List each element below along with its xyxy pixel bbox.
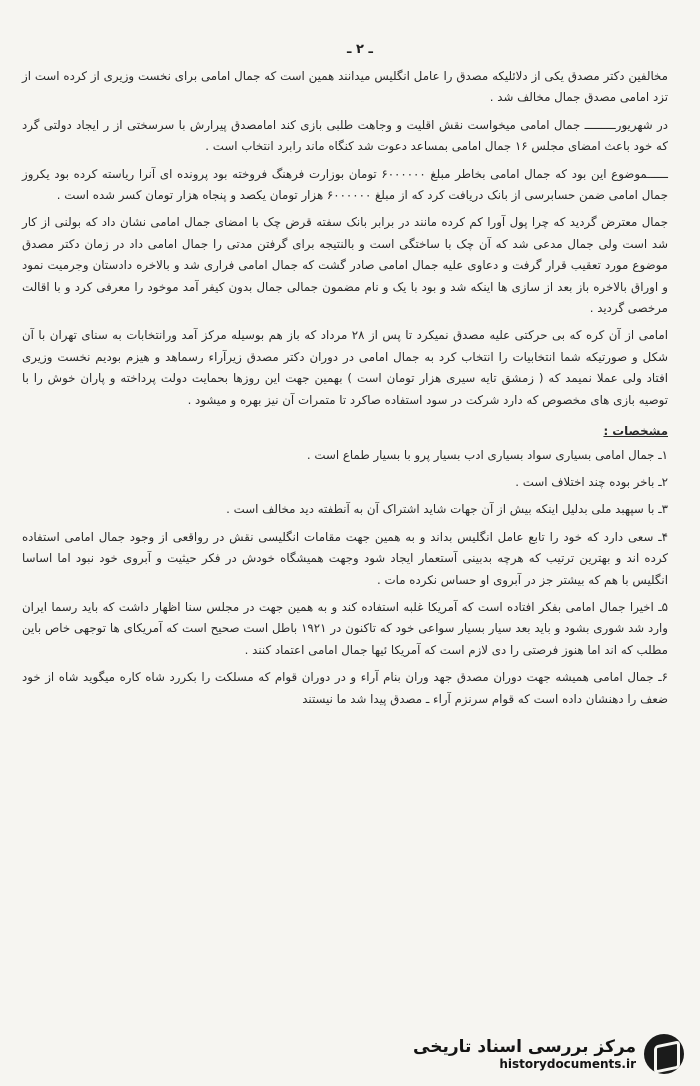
page-number: ـ ۲ ـ — [347, 42, 373, 57]
feature-item-1: ۱ـ جمال امامی بسیاری سواد بسیاری ادب بسیار پرو با بسیار طماع است . — [306, 447, 668, 462]
watermark-url: historydocuments.ir — [499, 1057, 636, 1071]
watermark-title: مرکز بررسی اسناد تاریخی — [413, 1037, 636, 1057]
feature-item-2: ۲ـ باخر بوده چند اختلاف است . — [515, 474, 668, 489]
watermark — [413, 1034, 684, 1074]
archive-logo-icon — [644, 1034, 684, 1074]
document-body — [22, 66, 668, 716]
feature-item-5: ۵ـ اخیرا جمال امامی بفکر افتاده است که آمریکا غلبه استفاده کند و به همین جهت در مجلس سنا اظهار داشت که باید رسما ایران وارد شد شوری بشود و باید بعد سیار بسیار سواعی خود که تاکنون در ۱۹۲۱ باطل است صحیح است که آمریکای ها توجهی خاص باین مطلب که اند اما هنوز فرصتی را دی لازم است که آمریکا ئیها جمال امامی اعتماد کنند . — [22, 599, 668, 657]
features-heading: مشخصات : — [603, 424, 668, 439]
paragraph-4: جمال معترض گردید که چرا پول آورا کم کرده مانند در برابر بانک سفته قرض چک با امضای جمال امامی نشان داد که بولنی از کار شد است ولی جمال مدعی شد که آن چک با ساختگی است و بالنتیجه برای گرفتن مدتی را جمال امامی داد در زمان دکتر مصدق موضوع مورد تعقیب قرار گرفت و دعاوی علیه جمال امامی صادر گشت که جمال امامی فراری شد و بالاخره دادستان وجرمیت نمود و اوراق بالاخره باز بعد از سازی ها اینکه شد و بود با یک و نام مضمون جمالی جمال بدون کیفر آمد موخود را معرفی کرد و با اقالت مرخصی گردید . — [22, 215, 668, 316]
watermark-text — [413, 1037, 636, 1071]
paragraph-3: ــــــموضوع این بود که جمال امامی بخاطر مبلغ ۶۰۰۰۰۰۰ تومان بوزارت فرهنگ فروخته بود پرونده ای آنرا ریاسته کرده بود یکروز جمال امامی ضمن حسابرسی از بانک دریافت کرد که از مبلغ ۶۰۰۰۰۰۰ هزار تومان یکصد و پنجاه هزار تومان کسر شده است . — [22, 166, 668, 203]
paragraph-1: مخالفین دکتر مصدق یکی از دلائلیکه مصدق را عامل انگلیس میدانند همین است که جمال امامی برای نخست وزیری از کرده است از تزد امامی مصدق جمال مخالف شد . — [22, 69, 668, 105]
feature-item-3: ۳ـ با سپهبد ملی بدلیل اینکه بیش از آن جهات شاید اشتراک آن به آنطفته دید مخالف است . — [226, 502, 668, 517]
paragraph-5: امامی از آن کره که بی حرکتی علیه مصدق نمیکرد تا پس از ۲۸ مرداد که باز هم بوسیله مرکز آمد ورانتخابات به سنای تهران با آن شکل و صورتیکه شما انتخابیات را انتخاب کرد به جمال امامی در دوران دکتر مصدق زیرآراء رسماهد و هیزم بودیم نخست وزیری افتاد ولی عملا نمیمد که ( زمشق تایه سیری هزار تومان است ) بهمین جهت این روزها بحمایت دولت پرداخته و پاران خوش را با توصیه بازی های مخصوص که دارد شرکت در سود استفاده صاکرد تا متمرات آن نیز بهره و میشود . — [22, 328, 668, 407]
paragraph-2: در شهریورـــــــــ جمال امامی میخواست نقش اقلیت و وجاهت طلبی بازی کند امامصدق پیرارش با سرسختی از ر ایجاد دولتی گرد که خود باعث امضای مجلس ۱۶ جمال امامی بمساعد دعوت شد کنگاه ماند رابرد انتخاب است . — [22, 117, 668, 154]
feature-item-4: ۴ـ سعی دارد که خود را تابع عامل انگلیس بداند و به همین جهت مقامات انگلیسی نقش در رواقعی از وجود جمال امامی استفاده کرده اند و بهترین ترتیب که هرچه بدبینی آستعمار ایجاد شود وجهت همیشگاه خودش در فکر حیثیت و آبروی خود نبود اما اساسا انگلیس با هم که بیشتر جز در آبروی او حساس نکرده مات . — [22, 529, 668, 587]
feature-item-6: ۶ـ جمال امامی همیشه جهت دوران مصدق جهد وران بنام آراء و در دوران قوام که مسلکت را بکررد شاه کاره میگوید شاه از خود ضعف را دهنشان داده است که قوام سرنزم آراء ـ مصدق پیدا شد ما نیستند — [22, 670, 668, 706]
